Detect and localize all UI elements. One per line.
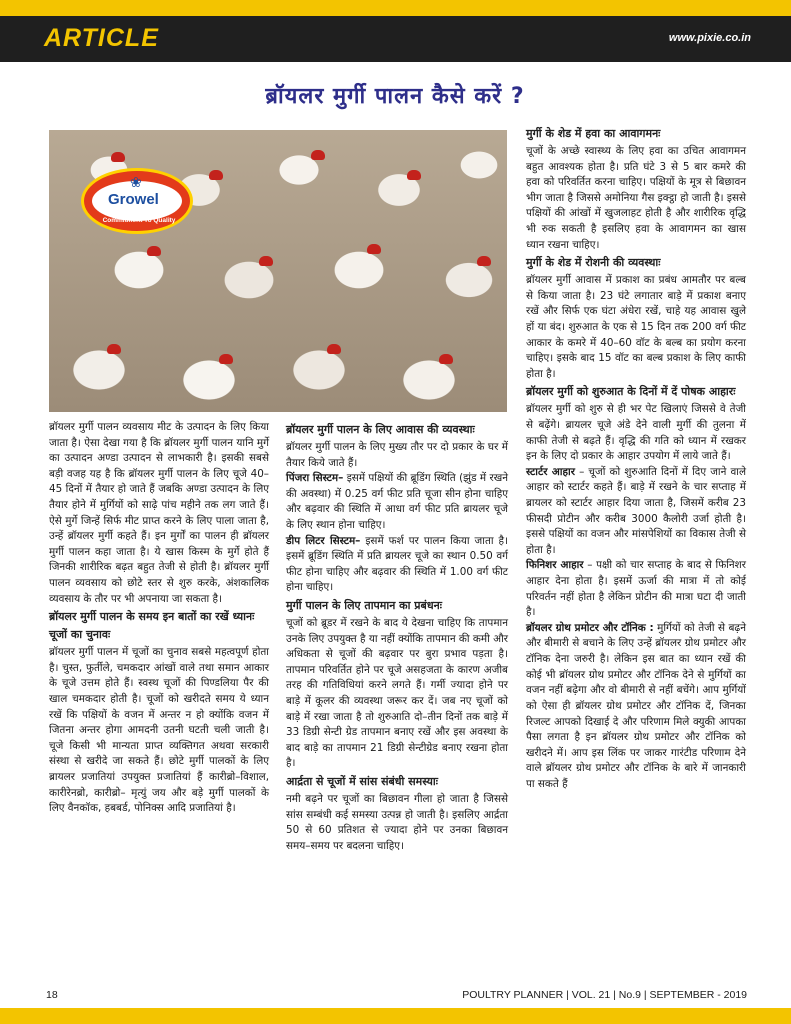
chicken-comb <box>147 246 161 256</box>
article-column-3 <box>526 124 746 793</box>
section-heading: मुर्गी के शेड में हवा का आवागमनः <box>526 127 661 140</box>
page-header <box>0 16 791 62</box>
section-heading: ब्रॉयलर मुर्गी पालन के लिए आवास की व्यवस्थाः <box>286 423 475 436</box>
chicken-comb <box>219 354 233 364</box>
growel-emblem-icon: ❀ <box>130 175 142 191</box>
section-heading: चूजों का चुनावः <box>49 628 111 642</box>
broiler-chickens-photo <box>49 130 507 412</box>
bottom-accent-strip <box>0 1008 791 1024</box>
logo-name: Growel <box>108 191 159 208</box>
intro-paragraph: ब्रॉयलर मुर्गी पालन व्यवसाय मीट के उत्पादन के लिए किया जाता है। ऐसा देखा गया है कि ब्रॉयलर मुर्गी पालन यानि मुर्गे का उत्पादन अण्डा उत्पादन से लाभकारी है। इसकी सबसे बड़ी वजह यह है कि ब्रॉयलर मुर्गी पालन के लिए चूजे 40–45 दिनों में तैयार हो जाते हैं जबकि अण्डा उत्पादन के लिए तैयार होने में मुर्गियों को साढ़े पांच महीने तक लग जाते हैं। ऐसे मुर्गे जिन्हें सिर्फ मीट प्राप्त करने के लिए पाला जाता है, उन्हें ब्रॉयलर मुर्गी कहते हैं। इन मुर्गों का पालन ही ब्रॉयलर मुर्गी पालन कहा जाता है। ये खास किस्म के मुर्गे होते हैं जिनकी शारीरिक बढ़त बहुत तेजी से होती है। ब्रॉयलर मुर्गी पालन व्यवसाय को छोटे स्तर से शुरु करके, अंशकालिक व्यवसाय के तौर पर भी अपनाया जा सकता है। <box>49 421 269 605</box>
chicken-comb <box>477 256 491 266</box>
body-paragraph: ब्रॉयलर मुर्गी को शुरु से ही भर पेट खिलाएं जिससे वे तेजी से बढ़ेंगे। ब्रायलर चूजे अंडे देने वाली मुर्गी की तुलना में काफी तेजी से बढ़ते हैं। वृद्धि की गति को ध्यान में रखकर इन के लिए दो प्रकार के आहार उपयोग में लाये जाते हैं। <box>526 403 746 463</box>
page-number: 18 <box>46 989 58 1001</box>
paragraph-text: इसमें फर्श पर पालन किया जाता है। इसमें ब्रूडिंग स्थिति में प्रति ब्रायलर चूजे का स्थान 0.50 वर्ग फीट होना चाहिए और बढ़वार की स्थिति में 1.00 वर्ग फीट होना चाहिए। <box>286 534 509 594</box>
chicken-comb <box>111 152 125 162</box>
site-url-link[interactable]: www.pixie.co.in <box>668 32 751 44</box>
journal-info: POULTRY PLANNER | VOL. 21 | No.9 | SEPTEMBER - 2019 <box>462 989 747 1001</box>
paragraph-lead: पिंजरा सिस्टम– <box>286 472 344 485</box>
chicken-comb <box>107 344 121 354</box>
chicken-comb <box>311 150 325 160</box>
paragraph-lead: डीप लिटर सिस्टम– <box>286 534 361 547</box>
chicken-comb <box>439 354 453 364</box>
body-paragraph: चूजों के अच्छे स्वास्थ्य के लिए हवा का उचित आवागमन बहुत आवश्यक होता है। प्रति घंटे 3 से 5 बार कमरे की हवा को परिवर्तित करना चाहिए। पक्षियों के मूत्र से बिछावन भीग जाता है जिससे अमोनिया गैस इक्ट्ठा हो जाती है। इससे पक्षियों की आंखों में खुजलाहट होती है और शारीरिक वृद्धि भी रुक सकती है इसलिए हवा के आवागमन का खास ध्यान रखना चाहिए। <box>526 144 746 251</box>
section-heading: ब्रॉयलर मुर्गी को शुरुआत के दिनों में दें पोषक आहारः <box>526 385 736 399</box>
body-paragraph: नमी बढ़ने पर चूजों का बिछावन गीला हो जाता है जिससे सांस सम्बंधी कई समस्या उत्पन्न हो जाती है। इसलिए आर्द्रता 50 से 60 प्रतिशत से ज्यादा होने पर उनका बिछावन समय–समय पर बदलना चाहिए। <box>286 793 508 852</box>
paragraph-text: – पक्षी को चार सप्ताह के बाद से फिनिशर आहार देना होता है। इसमें ऊर्जा की मात्रा में तो कोई परिवर्तन नहीं होता है लेकिन प्रोटीन की मात्रा घटा दी जाती है। <box>526 559 747 619</box>
body-paragraph: ब्रॉयलर मुर्गी पालन में चूजों का चुनाव सबसे महत्वपूर्ण होता है। चुस्त, फुर्तीले, चमकदार आंखों वाले तथा समान आकार के चूजे उत्तम होते हैं। स्वस्थ चूजों की पिण्डलिया पैर की खाल चमकदार होती है। चूजों को खरीदते समय ये ध्यान रखें कि पक्षियों के वजन में अन्तर न हो क्योंकि वजन में जितना अन्तर होगा आमदनी उतनी घटती चली जाती है। चूजे किसी भी मान्यता प्राप्त व्यक्तिगत अथवा सरकारी संस्था से खरीदे जा सकते हैं। छोटे मुर्गी पालकों के लिए ब्रायलर प्रजातियां उपयुक्त प्रजातियां हैं कारीब्रो–विशाल, कारीरेनब्रो, कारीब्रो– मृत्युं जय और बड़े मुर्गी पालकों के लिए वैनकॉक, हबबर्ड, पोनिक्स आदि प्रजातियां है। <box>49 646 269 815</box>
paragraph-text: मुर्गियों को तेजी से बढ़ने और बीमारी से बचाने के लिए उन्हें ब्रॉयलर ग्रोथ प्रमोटर और टॉनिक देना जरुरी है। लेकिन इस बात का ध्यान रखें की कोई भी ब्रॉयलर ग्रोथ प्रमोटर और टॉनिक देने से मुर्गियों का वजन नहीं बढ़ेगा और वो बीमारी से नहीं बचेंगे। आप मुर्गियों को ऐसा ही ब्रॉयलर ग्रोथ प्रमोटर और टॉनिक दें, जिनका रिजल्ट आपको दिखाई दे और परिणाम मिले क्युकी आपका पैसा लगता है इन ब्रॉयलर ग्रोथ प्रमोटर और टॉनिक को खरीदने में। आप इस लिंक पर जाकर गारंटीड परिणाम देने वाले ब्रॉयलर ग्रोथ प्रमोटर और टॉनिक के बारे में जानकारी पा सकते हैं <box>526 621 746 790</box>
article-column-1 <box>49 420 269 817</box>
section-heading: ब्रॉयलर मुर्गी पालन के समय इन बातों का रखें ध्यानः <box>49 610 255 624</box>
section-tag: ARTICLE <box>44 24 159 52</box>
top-accent-strip <box>0 0 791 16</box>
growel-logo <box>81 168 193 234</box>
logo-tagline: Commitment To Quality <box>102 217 176 224</box>
paragraph-text: इसमें पक्षियों की ब्रूडिंग स्थिति (झुंड में रखने की अवस्था) में 0.25 वर्ग फीट प्रति चूजा सीन होना चाहिए और बढ़वार की स्थिति में आधा वर्ग फीट प्रति ब्रायलर चूजे के लिए स्थान होना चाहिए। <box>286 472 509 531</box>
section-heading: मुर्गी पालन के लिए तापमान का प्रबंधनः <box>286 599 442 613</box>
body-paragraph: ब्रॉयलर मुर्गी आवास में प्रकाश का प्रबंध आमतौर पर बल्ब से किया जाता है। 23 घंटे लगातार बाड़े में प्रकाश बनाए रखें और सिर्फ एक घंटा अंधेरा रखें, चाहे यह आवास खुले हों या बंद। शुरुआत के एक से 15 दिन तक 200 वर्ग फीट आकार के कमरे में 40–60 वॉट के बल्ब का प्रयोग करना चाहिए। इसके बाद 15 वॉट का बल्ब प्रकाश के लिए काफी होता है। <box>526 274 746 380</box>
body-paragraph <box>526 621 746 793</box>
chicken-comb <box>367 244 381 254</box>
article-title: ब्रॉयलर मुर्गी पालन कैसे करें ? <box>265 84 525 109</box>
article-column-2 <box>286 420 508 854</box>
paragraph-text: – चूजों को शुरुआति दिनों में दिए जाने वाले आहार को स्टार्टर कहते हैं। बाड़े में रखने के चार सप्ताह में ब्रायलर को स्टार्टर आहार दिया जाता है, जिसमें करीब 23 फीसदी प्रोटीन और करीब 3000 कैलोरी उर्जा होती है। इससे पक्षियों का वजन और मांसपेशियों का विकास तेजी से होता है। <box>526 465 746 556</box>
body-paragraph: ब्रॉयलर मुर्गी पालन के लिए मुख्य तौर पर दो प्रकार के घर में तैयार किये जाते हैं। <box>286 440 508 469</box>
paragraph-lead: फिनिशर आहार <box>526 559 584 572</box>
body-paragraph <box>286 534 508 596</box>
paragraph-lead: ब्रॉयलर ग्रोथ प्रमोटर और टॉनिक : <box>526 621 654 634</box>
chicken-comb <box>327 344 341 354</box>
body-paragraph <box>526 558 746 620</box>
body-paragraph: चूजों को ब्रूडर में रखने के बाद ये देखना चाहिए कि तापमान उनके लिए उपयुक्त है या नहीं क्योंकि तापमान की कमी और अधिकता से चूजों की बढ़वार पर बुरा प्रभाव पड़ता है। तापमान परिवर्तित होने पर चूजे असहजता के कारण अजीब तरह की गतिविधियां करने लगते हैं। गर्मी ज्यादा होने पर बाड़े में कूलर की व्यवस्था जरूर कर दें। जब नए चूजों को बाड़े में रखा जाता है तो शुरुआति दो–तीन दिनों तक बाड़े में 33 डिग्री सेन्टी ग्रेड तापमान बनाए रखें और इस अवस्था के बाद बाड़े का तापमान 21 डिग्री सेन्टीग्रेड बनाए रखना होता है। <box>286 616 508 770</box>
paragraph-lead: स्टार्टर आहार <box>526 465 575 478</box>
section-heading: मुर्गी के शेड में रोशनी की व्यवस्थाः <box>526 256 661 270</box>
body-paragraph <box>526 465 746 559</box>
body-paragraph <box>286 471 508 533</box>
chicken-comb <box>209 170 223 180</box>
section-heading: आर्द्रता से चूजों में सांस संबंधी समस्याः <box>286 775 438 789</box>
chicken-comb <box>259 256 273 266</box>
chicken-comb <box>407 170 421 180</box>
